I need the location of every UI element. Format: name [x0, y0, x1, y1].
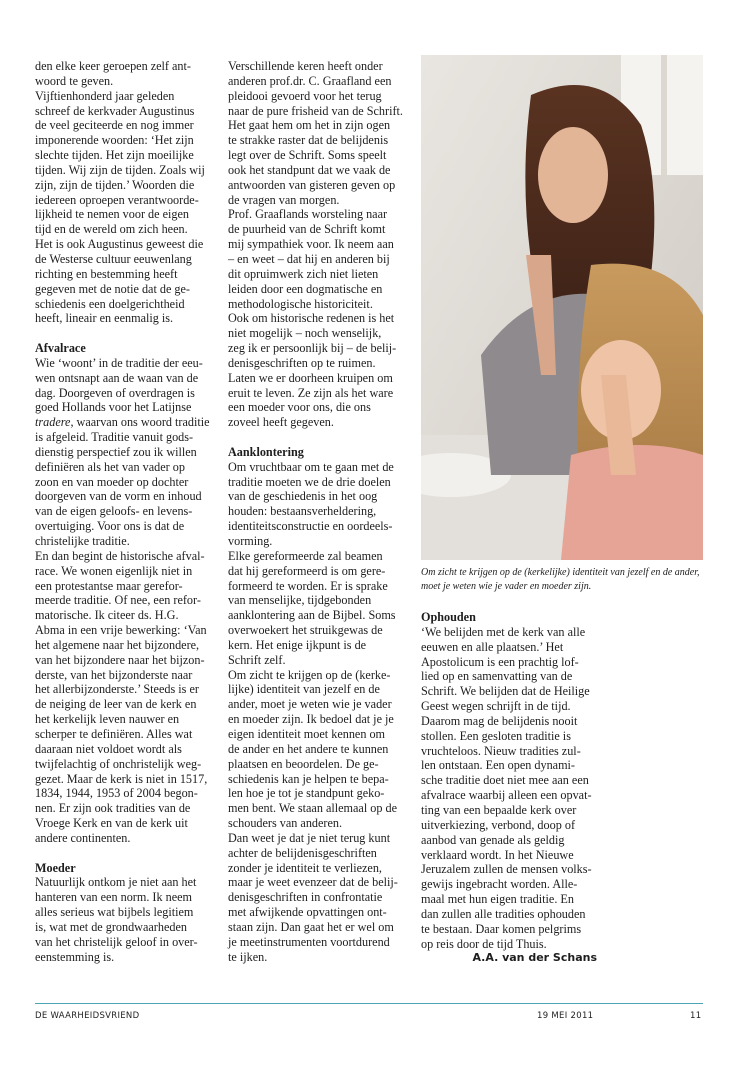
text-line	[35, 326, 220, 341]
text-line: gewijs ingebracht worden. Alle-	[421, 877, 578, 892]
text-line: dat hij gereformeerd is om gere-	[228, 563, 386, 578]
text-line: doorgeven van de vorm en inhoud	[35, 489, 202, 504]
text-line: nen. Er zijn ook tradities van de	[35, 801, 191, 816]
text-line: schouders van anderen.	[228, 816, 343, 831]
text-line: richting en bestemming heeft	[35, 266, 178, 281]
text-line: Om vruchtbaar om te gaan met de	[228, 459, 394, 474]
text-line: dit opruimwerk zich niet lieten	[228, 266, 379, 281]
text-line: Geest wegen schrijft in de tijd.	[421, 699, 571, 714]
text-line: niet mogelijk – noch wenselijk,	[228, 326, 382, 341]
text-line: overwoekert het struikgewas de	[228, 623, 383, 638]
italic-term: tradere	[35, 415, 71, 430]
text-line: Abma in een vrije bewerking: ‘Van	[35, 623, 207, 638]
text-line: zijn, zijn de tijden.’ Woorden die	[35, 177, 195, 192]
text-line: schiedenis een doelgerichtheid	[35, 296, 185, 311]
text-line: En dan begint de historische afval-	[35, 548, 205, 563]
text-line: en moeder zijn. Ik bedoel dat je je	[228, 712, 394, 727]
caption-line: Om zicht te krijgen op de (kerkelijke) identiteit van jezelf en de ander,	[421, 567, 700, 578]
text-line: uitverkiezing, verbond, doop of	[421, 817, 575, 832]
text-line: scherper te definiëren. Alles wat	[35, 726, 193, 741]
text-line: men bent. We staan allemaal op de	[228, 801, 398, 816]
text-line: aanbod van genade als geldig	[421, 832, 565, 847]
text-line: mij sympathiek voor. Ik neem aan	[228, 237, 394, 252]
text-line: houden: bestaansverheldering,	[228, 504, 377, 519]
text-line: alles serieus wat bijbels legitiem	[35, 905, 194, 920]
text-line: – en weet – dat hij en anderen bij	[228, 251, 390, 266]
section-heading: Afvalrace	[35, 341, 86, 356]
page-number: 11	[690, 1011, 702, 1021]
text-line: Natuurlijk ontkom je niet aan het	[35, 875, 197, 890]
footer-divider	[35, 1003, 703, 1004]
footer-date: 19 MEI 2011	[537, 1011, 594, 1021]
text-line: Het is ook Augustinus geweest die	[35, 237, 204, 252]
text-line: met afwijkende opvattingen ont-	[228, 905, 387, 920]
text-line: dan zullen alle tradities ophouden	[421, 906, 586, 921]
text-line: staan zijn. Dan gaat het er wel om	[228, 919, 394, 934]
text-line: definiëren als het van vader op	[35, 459, 185, 474]
text-line: kern. Het enige ijkpunt is de	[228, 637, 367, 652]
text-line: christelijke traditie.	[35, 534, 130, 548]
text-line: Apostolicum is een prachtig lof-	[421, 654, 579, 669]
text-line: sche traditie doet niet mee aan een	[421, 773, 589, 788]
text-line: stollen. Een gesloten traditie is	[421, 728, 571, 743]
text-line: iedereen oproepen verantwoorde-	[35, 192, 199, 207]
text-line: van de eigen geloofs- en levens-	[35, 504, 193, 519]
text-line: achter de belijdenisgeschriften	[228, 845, 377, 860]
text-line: leiden door een dogmatische en	[228, 281, 383, 296]
text-line: meerde traditie. Of nee, een refor-	[35, 593, 201, 608]
text-line: maar je weet evenzeer dat de belij-	[228, 875, 398, 890]
text-line: eigen identiteit moet kennen om	[228, 726, 386, 741]
text-line: ‘We belijden met de kerk van alle	[421, 624, 586, 639]
text-line: verklaard wordt. In het Nieuwe	[421, 847, 574, 862]
text-segment: , waarvan ons woord traditie	[70, 415, 210, 430]
text-line: derste, van het bijzonderste naar	[35, 667, 193, 682]
text-line: eeuwen en alle plaatsen.’ Het	[421, 639, 564, 654]
text-line: den elke keer geroepen zelf ant-	[35, 59, 191, 73]
text-line: antwoorden van gisteren geven op	[228, 177, 396, 192]
text-line: van het christelijk geloof in over-	[35, 934, 198, 949]
text-line: Schrift zelf.	[228, 652, 286, 667]
text-line: ander, moet je weten wie je vader	[228, 697, 392, 712]
text-line: zoon en van moeder op dochter	[35, 474, 189, 489]
text-line: plaatsen en beoordelen. De ge-	[228, 756, 379, 771]
text-line: Jeruzalem zullen de mensen volks-	[421, 862, 592, 877]
text-line: een moeder voor ons, die ons	[228, 400, 371, 415]
text-line: afvalrace waarbij alleen een opvat-	[421, 788, 592, 803]
text-line: legt over de Schrift. Soms speelt	[228, 148, 387, 163]
text-line: schiedenis kan je helpen te bepa-	[228, 771, 389, 786]
text-line	[35, 415, 220, 430]
text-line: de Westerse cultuur eeuwenlang	[35, 251, 192, 266]
text-line: vruchteloos. Nieuw tradities zul-	[421, 743, 581, 758]
text-column-1	[35, 59, 220, 964]
text-line	[228, 430, 413, 445]
text-line: len hoe je tot je standpunt geko-	[228, 786, 385, 801]
text-line: tijd en de wereld om zich heen.	[35, 222, 188, 237]
text-line: eruit te leven. Ze zijn als het ware	[228, 385, 394, 400]
text-line: op reis door de tijd Thuis.	[421, 936, 547, 951]
text-line: te strakke raster dat de belijdenis	[228, 133, 389, 148]
text-line: Laten we er doorheen kruipen om	[228, 370, 393, 385]
section-heading: Moeder	[35, 860, 76, 875]
text-line: Ook om historische redenen is het	[228, 311, 395, 326]
text-line: van het bijzondere naar het bijzon-	[35, 652, 205, 667]
text-line: anderen prof.dr. C. Graafland een	[228, 73, 392, 88]
text-line: de neiging de leer van de kerk en	[35, 697, 197, 712]
text-line: andere continenten.	[35, 830, 131, 845]
text-line: imponerende woorden: ‘Het zijn	[35, 133, 194, 148]
text-line: aanklontering aan de Bijbel. Soms	[228, 608, 396, 623]
text-line: naar de pure frisheid van de Schrift.	[228, 103, 403, 118]
text-line: gegeven met de notie dat de ge-	[35, 281, 190, 296]
text-line: wen ontsnapt aan de waan van de	[35, 370, 199, 385]
text-line: te bestaan. Daar komen pelgrims	[421, 921, 582, 936]
text-line: overtuiging. Voor ons is dat de	[35, 519, 185, 534]
text-line: te ijken.	[228, 949, 268, 964]
text-line: het kerkelijk leven nauwer en	[35, 712, 180, 727]
text-line: Daarom mag de belijdenis nooit	[421, 713, 578, 728]
text-line: schreef de kerkvader Augustinus	[35, 103, 195, 118]
text-line: woord te geven.	[35, 73, 114, 88]
text-column-2	[228, 59, 413, 964]
text-line: Vroege Kerk en van de kerk uit	[35, 816, 188, 831]
text-line: len ontstaan. Een open dynami-	[421, 758, 575, 773]
text-line: eenstemming is.	[35, 949, 115, 964]
text-line: Wie ‘woont’ in de traditie der eeu-	[35, 355, 203, 370]
text-line: is, wat met de grondwaarheden	[35, 919, 187, 934]
text-line: Het gaat hem om het in zijn ogen	[228, 118, 391, 133]
text-line: goed Hollands voor het Latijnse	[35, 400, 192, 415]
text-line: van menselijke, tijdgebonden	[228, 593, 372, 608]
text-line: 1834, 1944, 1953 of 2004 begon-	[35, 786, 198, 801]
text-line: Om zicht te krijgen op de (kerke-	[228, 667, 391, 682]
text-line: Prof. Graaflands worsteling naar	[228, 207, 388, 222]
caption-line: moet je weten wie je vader en moeder zijn.	[421, 580, 592, 592]
text-line: tijden. Wij zijn de tijden. Zoals wij	[35, 162, 205, 177]
text-line: is afgeleid. Traditie vanuit gods-	[35, 430, 194, 445]
text-line: de ander en het andere te kunnen	[228, 741, 389, 756]
author-name: A.A. van der Schans	[472, 951, 597, 965]
text-line: heeft, lineair en eenmalig is.	[35, 311, 174, 326]
photo-caption	[421, 566, 711, 593]
text-line: ook het standpunt dat we vaak de	[228, 162, 391, 177]
text-line: vorming.	[228, 534, 273, 548]
text-line: lied op en samenvatting van de	[421, 669, 573, 684]
text-line: Verschillende keren heeft onder	[228, 59, 383, 73]
text-line: gezet. Maar de kerk is niet in 1517,	[35, 771, 208, 786]
text-line: twijfelachtig of onchristelijk weg-	[35, 756, 202, 771]
text-line: lijke) identiteit van jezelf en de	[228, 682, 380, 697]
text-line: het allerbijzonderste.’ Steeds is er	[35, 682, 199, 697]
text-line: Schrift. We belijden dat de Heilige	[421, 684, 590, 699]
text-line: Vijftienhonderd jaar geleden	[35, 88, 175, 103]
text-line: Dan weet je dat je niet terug kunt	[228, 830, 391, 845]
text-line: denisgeschriften op te ruimen.	[228, 355, 376, 370]
text-line: traditie moeten we de drie doelen	[228, 474, 391, 489]
footer-publication: DE WAARHEIDSVRIEND	[35, 1011, 140, 1021]
section-heading: Aanklontering	[228, 444, 304, 459]
text-line: zoveel heeft gegeven.	[228, 415, 334, 430]
text-line: hanteren van een norm. Ik neem	[35, 890, 193, 905]
text-line: matorische. Ik citeer ds. H.G.	[35, 608, 179, 623]
text-line	[35, 846, 220, 861]
text-line: ting van een bepaalde kerk over	[421, 802, 577, 817]
text-line: de veel geciteerde en nog immer	[35, 118, 194, 133]
text-line: denisgeschriften in confrontatie	[228, 890, 383, 905]
text-line: het algemene naar het bijzondere,	[35, 637, 200, 652]
text-line: identiteitsconstructie en oordeels-	[228, 519, 393, 534]
section-heading: Ophouden	[421, 610, 476, 624]
text-line: zonder je identiteit te verliezen,	[228, 860, 382, 875]
text-line: van de geschiedenis in het oog	[228, 489, 378, 504]
text-line: daaraan niet voldoet wordt als	[35, 741, 182, 756]
text-column-3	[421, 610, 606, 966]
text-line: Elke gereformeerde zal beamen	[228, 548, 383, 563]
text-line: pleidooi gevoerd voor het terug	[228, 88, 382, 103]
text-line: de puurheid van de Schrift komt	[228, 222, 386, 237]
text-line: methodologische historiciteit.	[228, 296, 373, 311]
text-line: maal met hun eigen traditie. En	[421, 892, 574, 907]
text-line: zeg ik er persoonlijk bij – de belij-	[228, 341, 397, 356]
photo-mother-and-daughter-praying	[421, 55, 703, 560]
text-line: slechte tijden. Het zijn moeilijke	[35, 148, 194, 163]
text-line: formeerd te worden. Er is sprake	[228, 578, 388, 593]
text-line: je meetinstrumenten voortdurend	[228, 934, 390, 949]
text-line: dag. Doorgeven of overdragen is	[35, 385, 195, 400]
text-line: dienstig perspectief zou ik willen	[35, 444, 197, 459]
text-line: de vragen van morgen.	[228, 192, 340, 207]
text-line: race. We wonen eigenlijk niet in	[35, 563, 193, 578]
text-line: lijkheid te nemen voor de eigen	[35, 207, 189, 222]
text-line: een protestantse maar gerefor-	[35, 578, 183, 593]
